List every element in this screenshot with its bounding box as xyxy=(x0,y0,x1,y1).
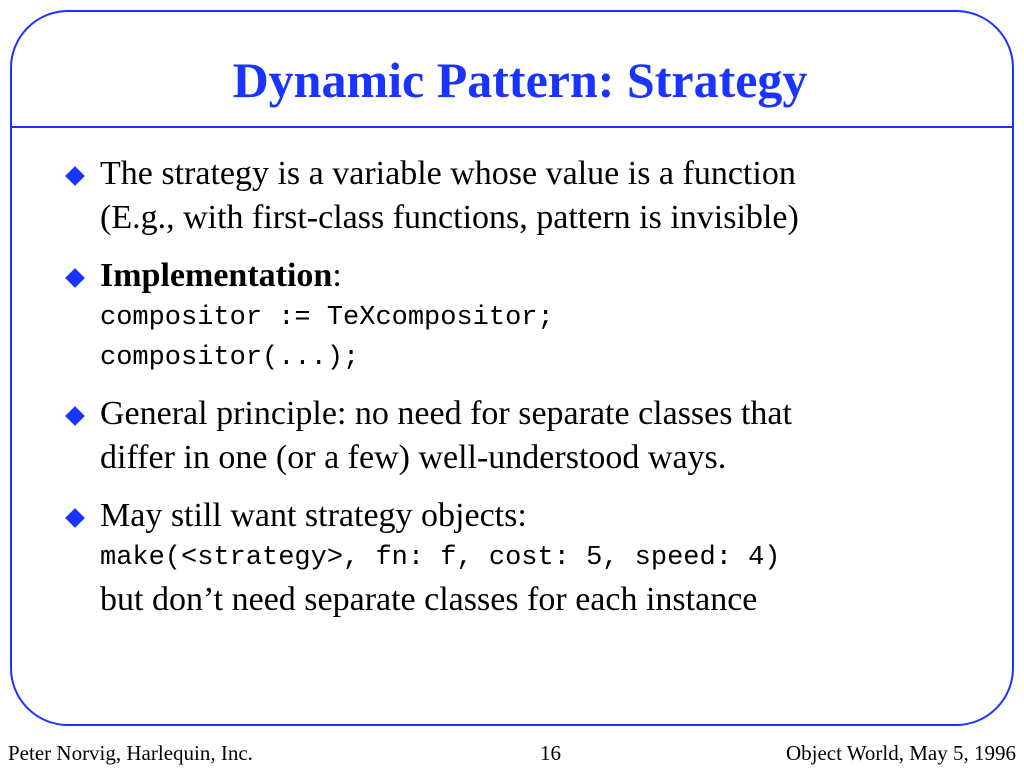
bullet-text: General principle: no need for separate classes that xyxy=(100,395,792,432)
footer-author: Peter Norvig, Harlequin, Inc. xyxy=(8,741,253,765)
code-line: compositor(...); xyxy=(100,343,360,373)
bullet-heading-suffix: : xyxy=(332,257,342,294)
title-divider xyxy=(12,126,1012,128)
diamond-bullet-icon xyxy=(65,268,85,288)
bullet-text: The strategy is a variable whose value is a function xyxy=(100,155,796,192)
bullet-item xyxy=(62,494,982,622)
diamond-bullet-icon xyxy=(65,406,85,426)
bullet-heading xyxy=(100,254,982,298)
bullet-text: but don’t need separate classes for each instance xyxy=(100,581,758,618)
diamond-bullet-icon xyxy=(65,166,85,186)
bullet-heading-text: Implementation xyxy=(100,257,333,294)
bullet-list xyxy=(62,152,982,636)
footer-event: Object World, May 5, 1996 xyxy=(785,741,1016,765)
bullet-item xyxy=(62,392,982,480)
code-line: compositor := TeXcompositor; xyxy=(100,303,554,333)
bullet-text: (E.g., with first-class functions, pattern is invisible) xyxy=(100,199,799,236)
slide-title: Dynamic Pattern: Strategy xyxy=(232,52,808,108)
diamond-bullet-icon xyxy=(65,508,85,528)
code-line: make(<strategy>, fn: f, cost: 5, speed: 4) xyxy=(100,543,781,573)
bullet-text: differ in one (or a few) well-understood ways. xyxy=(100,439,727,476)
footer-page-number: 16 xyxy=(540,741,561,765)
bullet-item xyxy=(62,152,982,240)
bullet-item xyxy=(62,254,982,378)
bullet-text: May still want strategy objects: xyxy=(100,497,527,534)
